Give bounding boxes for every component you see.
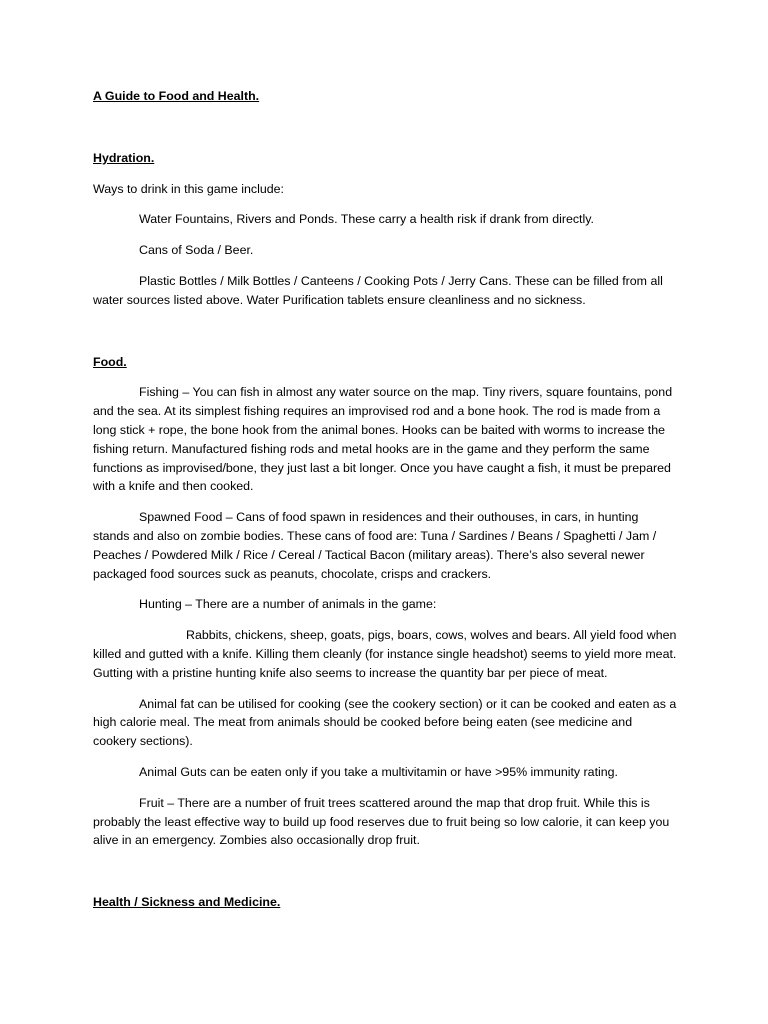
hydration-item-cans: Cans of Soda / Beer.	[139, 243, 254, 258]
food-heading: Food.	[93, 354, 127, 369]
hydration-intro: Ways to drink in this game include:	[93, 181, 284, 196]
hydration-heading: Hydration.	[93, 150, 155, 165]
food-fishing-paragraph: Fishing – You can fish in almost any water source on the map. Tiny rivers, square fountains, pond and the sea. At its simplest fishing requires an improvised rod and a bone hook. The rod is made from a long stick + rope, the bone hook from the animal bones. Hooks can be baited with worms to increase the fishing return. Manufactured fishing rods and metal hooks are in the game and they perform the same functions as improvised/bone, they just last a bit longer. Once you have caught a fish, it must be prepared with a knife and then cooked.	[93, 385, 673, 494]
hydration-item-fountains: Water Fountains, Rivers and Ponds. These carry a health risk if drank from directly.	[139, 212, 594, 227]
hydration-item-bottles: Plastic Bottles / Milk Bottles / Canteens / Cooking Pots / Jerry Cans. These can be filled from all water sources listed above. Water Purification tablets ensure cleanliness and no sickness.	[93, 273, 663, 307]
food-animals-paragraph: Rabbits, chickens, sheep, goats, pigs, boars, cows, wolves and bears. All yield food when killed and gutted with a knife. Killing them cleanly (for instance single headshot) seems to yield more meat. Gutting with a pristine hunting knife also seems to increase the quantity bar per piece of meat.	[93, 628, 677, 680]
food-spawned-paragraph: Spawned Food – Cans of food spawn in residences and their outhouses, in cars, in hunting stands and also on zombie bodies. These cans of food are: Tuna / Sardines / Beans / Spaghetti / Jam / Peaches / Powdered Milk / Rice / Cereal / Tactical Bacon (military areas). There’s also several newer packaged food sources suck as peanuts, chocolate, crisps and crackers.	[93, 510, 657, 581]
food-guts-paragraph: Animal Guts can be eaten only if you take a multivitamin or have >95% immunity rating.	[139, 764, 618, 779]
food-fruit-paragraph: Fruit – There are a number of fruit trees scattered around the map that drop fruit. While this is probably the least effective way to build up food reserves due to fruit being so low calorie, it can keep you alive in an emergency. Zombies also occasionally drop fruit.	[93, 795, 670, 848]
document-title: A Guide to Food and Health.	[93, 89, 260, 103]
health-heading: Health / Sickness and Medicine.	[93, 895, 281, 910]
food-hunting-paragraph: Hunting – There are a number of animals in the game:	[139, 597, 437, 612]
food-fat-paragraph: Animal fat can be utilised for cooking (see the cookery section) or it can be cooked and eaten as a high calorie meal. The meat from animals should be cooked before being eaten (see medicine and cookery sections).	[93, 696, 677, 749]
